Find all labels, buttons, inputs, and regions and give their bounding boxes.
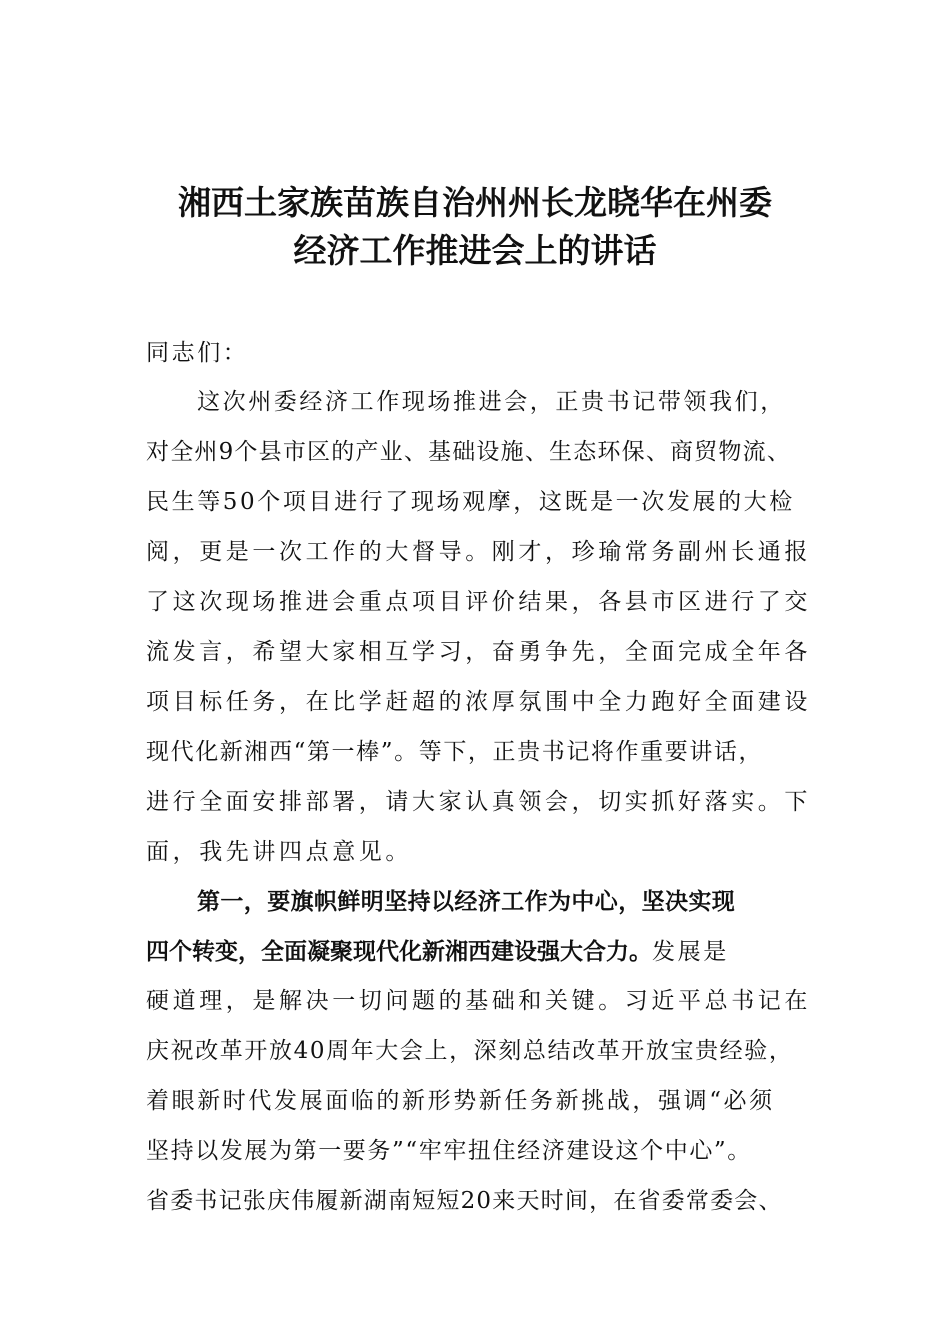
paragraph-2-heading-line-2: 四个转变，全面凝聚现代化新湘西建设强大合力。 bbox=[146, 938, 652, 965]
paragraph-2-line-4: 庆祝改革开放40周年大会上，深刻总结改革开放宝贵经验， bbox=[146, 1038, 794, 1064]
paragraph-2-line-3: 硬道理，是解决一切问题的基础和关键。习近平总书记在 bbox=[146, 988, 811, 1014]
paragraph-1-line-2: 对全州9个县市区的产业、基础设施、生态环保、商贸物流、 bbox=[146, 439, 792, 465]
salutation: 同志们： bbox=[146, 340, 249, 366]
paragraph-2-line-6: 坚持以发展为第一要务”“牢牢扭住经济建设这个中心”。 bbox=[146, 1138, 752, 1164]
paragraph-1-line-4: 阅，更是一次工作的大督导。刚才，珍瑜常务副州长通报 bbox=[146, 539, 811, 565]
paragraph-1-line-10: 面，我先讲四点意见。 bbox=[146, 839, 412, 865]
paragraph-1-line-7: 项目标任务，在比学赶超的浓厚氛围中全力跑好全面建设 bbox=[146, 689, 811, 715]
document-title-line-2: 经济工作推进会上的讲话 bbox=[293, 231, 657, 270]
document-title-line-1: 湘西土家族苗族自治州州长龙晓华在州委 bbox=[178, 183, 772, 222]
paragraph-2-line-2 bbox=[146, 940, 729, 964]
paragraph-1-line-5: 了这次现场推进会重点项目评价结果，各县市区进行了交 bbox=[146, 589, 811, 615]
paragraph-2-heading-line-1: 第一，要旗帜鲜明坚持以经济工作为中心，坚决实现 bbox=[197, 888, 736, 915]
paragraph-2-line-2-tail: 发展是 bbox=[652, 939, 729, 965]
paragraph-1-line-9: 进行全面安排部署，请大家认真领会，切实抓好落实。下 bbox=[146, 789, 811, 815]
paragraph-2-line-5: 着眼新时代发展面临的新形势新任务新挑战，强调“必须 bbox=[146, 1088, 775, 1114]
paragraph-1-line-8: 现代化新湘西“第一棒”。等下，正贵书记将作重要讲话， bbox=[146, 739, 764, 765]
paragraph-1-line-1: 这次州委经济工作现场推进会，正贵书记带领我们， bbox=[197, 389, 786, 415]
paragraph-1-line-3: 民生等50个项目进行了现场观摩，这既是一次发展的大检 bbox=[146, 489, 795, 515]
paragraph-2-line-7: 省委书记张庆伟履新湖南短短20来天时间，在省委常委会、 bbox=[146, 1188, 783, 1214]
paragraph-1-line-6: 流发言，希望大家相互学习，奋勇争先，全面完成全年各 bbox=[146, 639, 811, 665]
